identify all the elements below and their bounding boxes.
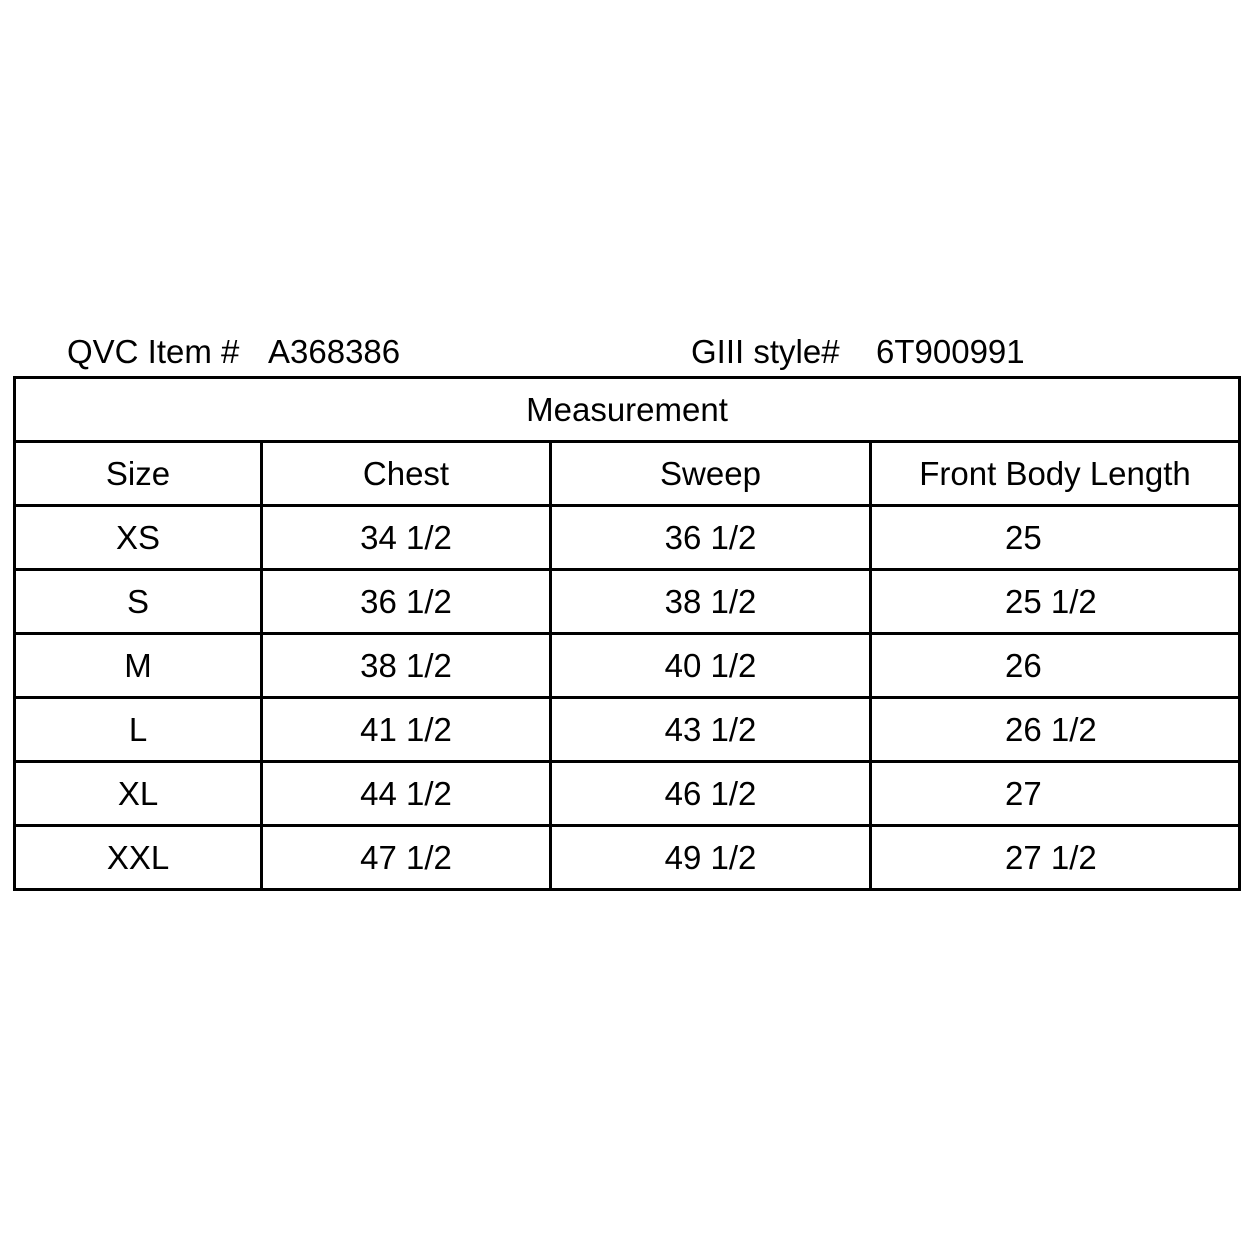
- column-header-sweep: Sweep: [551, 442, 871, 506]
- header-line: [0, 330, 1250, 374]
- table-row: [15, 762, 1240, 826]
- sweep-cell: 46 1/2: [551, 762, 871, 826]
- giii-style-number: 6T900991: [876, 333, 1025, 370]
- chest-cell: 36 1/2: [262, 570, 551, 634]
- table-row: [15, 506, 1240, 570]
- table-title-row: [15, 378, 1240, 442]
- table-title: Measurement: [15, 378, 1240, 442]
- qvc-item-label: QVC Item #: [67, 333, 240, 370]
- sweep-cell: 38 1/2: [551, 570, 871, 634]
- chest-cell: 47 1/2: [262, 826, 551, 890]
- table-header-row: [15, 442, 1240, 506]
- size-cell: S: [15, 570, 262, 634]
- table-row: [15, 826, 1240, 890]
- size-cell: XL: [15, 762, 262, 826]
- size-cell: XXL: [15, 826, 262, 890]
- chest-cell: 41 1/2: [262, 698, 551, 762]
- sweep-cell: 40 1/2: [551, 634, 871, 698]
- front-body-length-cell: 26 1/2: [871, 698, 1240, 762]
- front-body-length-cell: 26: [871, 634, 1240, 698]
- table-row: [15, 570, 1240, 634]
- sweep-cell: 49 1/2: [551, 826, 871, 890]
- sweep-cell: 36 1/2: [551, 506, 871, 570]
- chest-cell: 44 1/2: [262, 762, 551, 826]
- sweep-cell: 43 1/2: [551, 698, 871, 762]
- column-header-chest: Chest: [262, 442, 551, 506]
- qvc-item-number: A368386: [268, 333, 401, 370]
- size-cell: M: [15, 634, 262, 698]
- column-header-front-body-length: Front Body Length: [871, 442, 1240, 506]
- chest-cell: 34 1/2: [262, 506, 551, 570]
- front-body-length-cell: 27: [871, 762, 1240, 826]
- size-chart-table: [13, 376, 1241, 891]
- size-cell: L: [15, 698, 262, 762]
- column-header-size: Size: [15, 442, 262, 506]
- front-body-length-cell: 27 1/2: [871, 826, 1240, 890]
- table-row: [15, 698, 1240, 762]
- giii-style-label: GIII style#: [691, 333, 840, 370]
- front-body-length-cell: 25 1/2: [871, 570, 1240, 634]
- chest-cell: 38 1/2: [262, 634, 551, 698]
- size-cell: XS: [15, 506, 262, 570]
- front-body-length-cell: 25: [871, 506, 1240, 570]
- table-row: [15, 634, 1240, 698]
